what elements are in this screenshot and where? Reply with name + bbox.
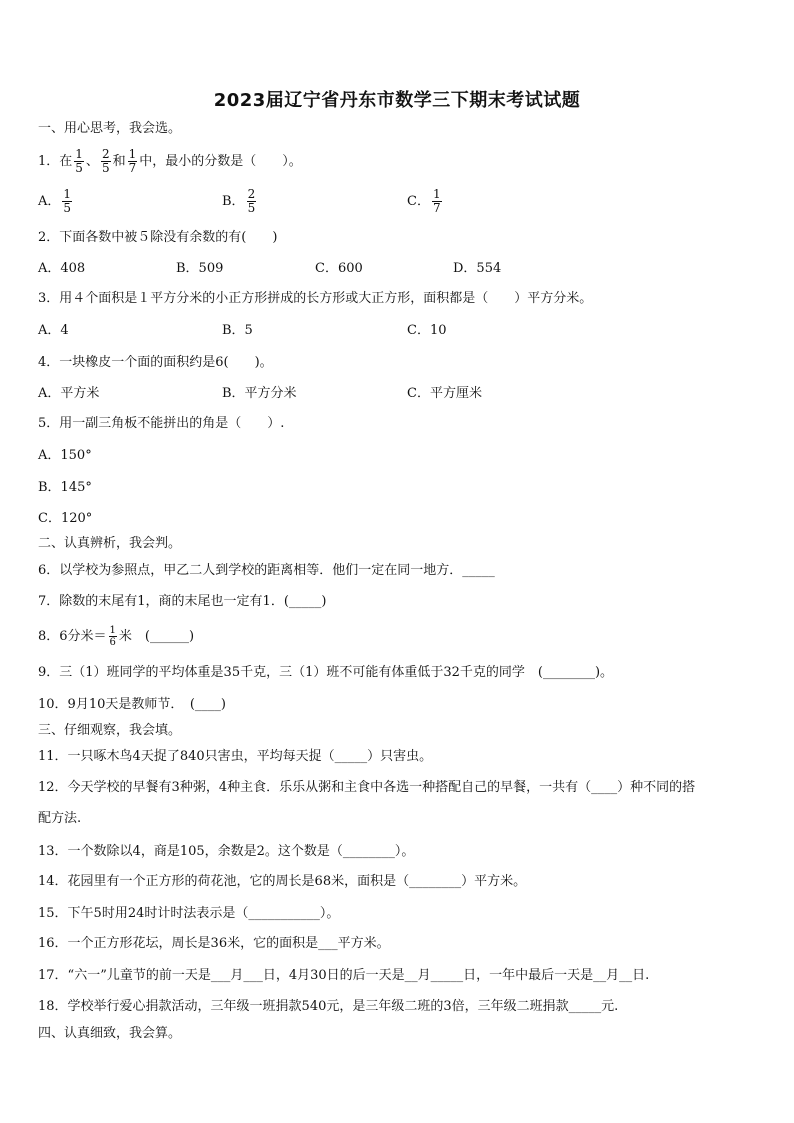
question-4: 4．一块橡皮一个面的面积约是6( )。 [38,355,273,370]
question-14: 14．花园里有一个正方形的荷花池，它的周长是68米，面积是（________）平方米。 [38,874,527,889]
page-title: 2023届辽宁省丹东市数学三下期末考试试题 [213,90,581,111]
question-2: 2．下面各数中被５除没有余数的有( ) [38,230,278,245]
question-9: 9．三（1）班同学的平均体重是35千克，三（1）班不可能有体重低于32千克的同学 (________)。 [38,665,614,680]
question-15: 15．下午5时用24时计时法表示是（___________）。 [38,906,340,921]
option-1c: C． $\frac{1}{7}$ [407,187,441,215]
option-2c: C．600 [315,261,363,276]
option-5b: B．145° [38,480,92,495]
question-7: 7．除数的末尾有1，商的末尾也一定有1．(_____) [38,594,327,609]
fraction-1-7: $\frac{1}{7}$ [128,147,137,175]
question-1-prefix: 1．在 [38,154,73,169]
question-6: 6．以学校为参照点，甲乙二人到学校的距离相等．他们一定在同一地方．_____ [38,563,495,578]
section-heading-3: 三、仔细观察，我会填。 [38,723,182,738]
option-2a: A．408 [38,261,86,276]
question-3: 3．用４个面积是１平方分米的小正方形拼成的长方形或大正方形，面积都是（ ）平方分米。 [38,291,593,306]
section-heading-4: 四、认真细致，我会算。 [38,1026,182,1041]
fraction-1-6: $\frac{1}{6}$ [109,625,116,648]
question-8: 8．6分米＝ $\frac{1}{6}$ 米 (______) [38,625,195,648]
question-10: 10．9月10天是教师节． (____) [38,697,226,712]
question-11: 11．一只啄木鸟4天捉了840只害虫，平均每天捉（_____）只害虫。 [38,749,433,764]
question-13: 13．一个数除以4，商是105，余数是2。这个数是（________）。 [38,844,415,859]
option-4c: C．平方厘米 [407,386,482,401]
question-16: 16．一个正方形花坛，周长是36米，它的面积是___平方米。 [38,936,390,951]
question-12: 12．今天学校的早餐有3种粥，4种主食．乐乐从粥和主食中各选一种搭配自己的早餐，一共有（____）种不同的搭 [38,780,696,795]
option-2d: D．554 [453,261,502,276]
option-4a: A．平方米 [38,386,100,401]
option-1a: A． $\frac{1}{5}$ [38,187,72,215]
question-17: 17．“六一”儿童节的前一天是___月___日，4月30日的后一天是__月_____日，一年中最后一天是__月__日. [38,968,650,983]
section-heading-2: 二、认真辨析，我会判。 [38,536,182,551]
fraction-2-5: $\frac{2}{5}$ [101,147,110,175]
option-3a: A．4 [38,323,69,338]
option-3b: B．5 [222,323,253,338]
option-4b: B．平方分米 [222,386,297,401]
option-3c: C．10 [407,323,447,338]
question-5: 5．用一副三角板不能拼出的角是（ ）. [38,416,285,431]
fraction-1-5: $\frac{1}{5}$ [75,147,83,175]
option-2b: B．509 [176,261,224,276]
question-18: 18．学校举行爱心捐款活动，三年级一班捐款540元，是三年级二班的3倍，三年级二班捐款_____元. [38,999,619,1014]
option-5a: A．150° [38,448,92,463]
option-1b: B． $\frac{2}{5}$ [222,187,256,215]
question-1: 1．在 $\frac{1}{5}$ 、 $\frac{2}{5}$ 和 $\frac{1}{7}$ 中，最小的分数是（ ）。 [38,147,302,175]
section-heading-1: 一、用心思考，我会选。 [38,121,182,136]
option-5c: C．120° [38,511,93,526]
question-12-continued: 配方法. [38,811,82,826]
